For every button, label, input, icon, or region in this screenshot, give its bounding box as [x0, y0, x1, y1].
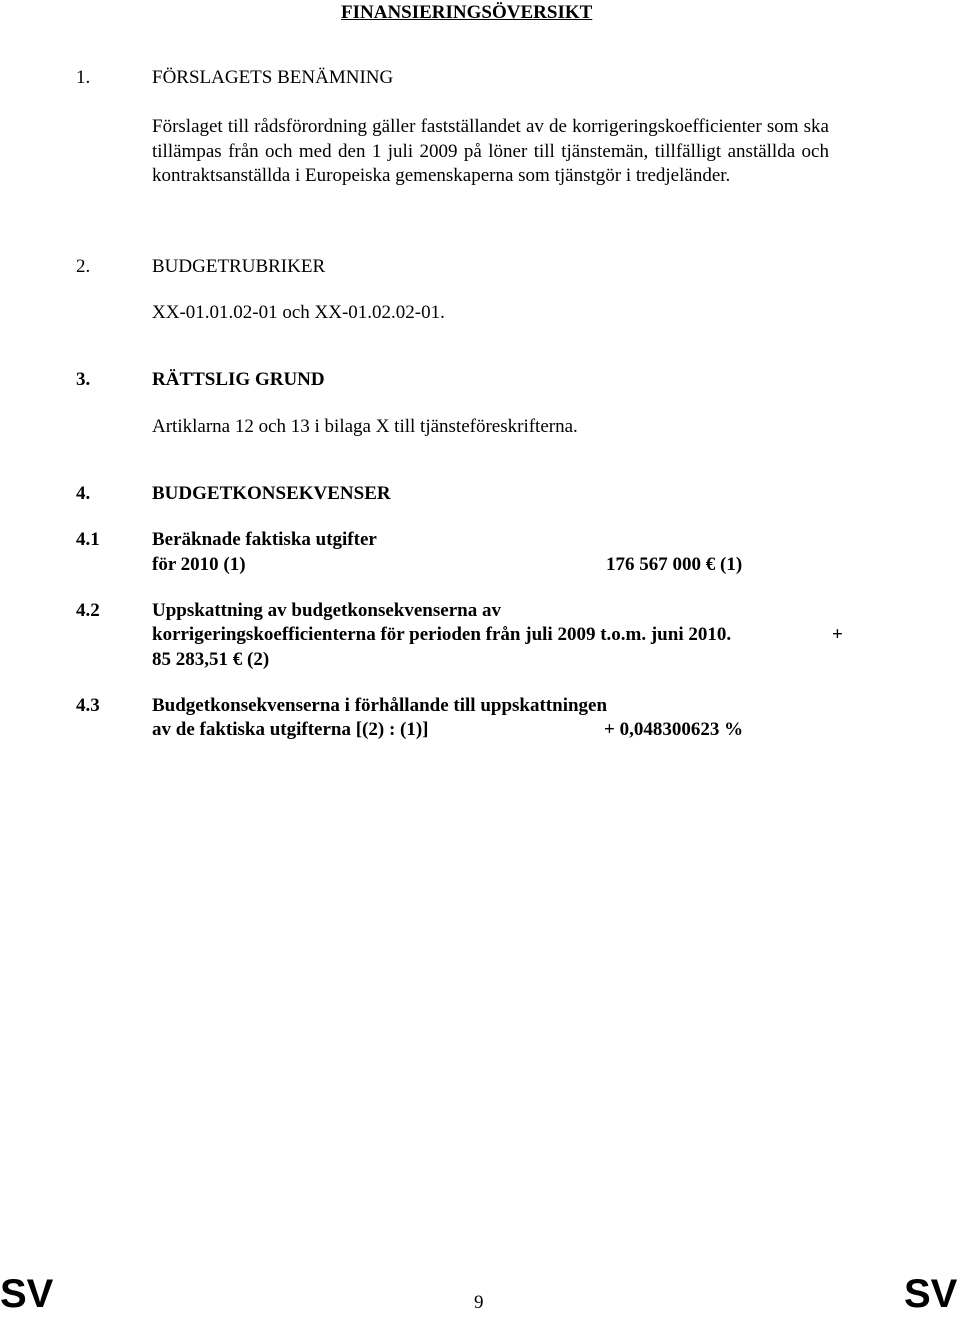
section-3-number: 3. — [76, 369, 91, 390]
subsection-4-2-line1: Uppskattning av budgetkonsekvenserna av — [152, 600, 501, 621]
section-2-heading: BUDGETRUBRIKER — [152, 256, 326, 277]
section-4-heading: BUDGETKONSEKVENSER — [152, 483, 391, 504]
section-1-number: 1. — [76, 67, 91, 88]
subsection-4-3-value: + 0,048300623 % — [604, 719, 744, 740]
subsection-4-1-line2: för 2010 (1) — [152, 554, 246, 575]
subsection-4-1-number: 4.1 — [76, 529, 100, 550]
section-3-body: Artiklarna 12 och 13 i bilaga X till tjänsteföreskrifterna. — [152, 416, 578, 437]
subsection-4-1-value: 176 567 000 € (1) — [606, 554, 743, 575]
page-number: 9 — [474, 1292, 484, 1313]
subsection-4-3-number: 4.3 — [76, 695, 100, 716]
subsection-4-2-value: 85 283,51 € (2) — [152, 649, 270, 670]
subsection-4-2-number: 4.2 — [76, 600, 100, 621]
section-3-heading: RÄTTSLIG GRUND — [152, 369, 325, 390]
subsection-4-3-line1: Budgetkonsekvenserna i förhållande till uppskattningen — [152, 695, 608, 716]
document-title: FINANSIERINGSÖVERSIKT — [341, 2, 593, 23]
section-2-number: 2. — [76, 256, 91, 277]
subsection-4-2-line2: korrigeringskoefficienterna för perioden från juli 2009 t.o.m. juni 2010. — [152, 624, 732, 645]
section-1-body: Förslaget till rådsförordning gäller fastställandet av de korrigeringskoefficienter som ska tillämpas från och med den 1 juli 2009 på löner till tjänstemän, tillfälligt anställda och kontraktsanställda i Europeiska gemenskaperna som tjänstgör i tredjeländer. — [152, 116, 829, 186]
subsection-4-1-line1: Beräknade faktiska utgifter — [152, 529, 377, 550]
footer-language-right: SV — [904, 1272, 958, 1316]
subsection-4-2-plus: + — [832, 624, 843, 645]
section-1-heading: FÖRSLAGETS BENÄMNING — [152, 67, 394, 88]
footer-language-left: SV — [0, 1272, 54, 1316]
subsection-4-3-line2: av de faktiska utgifterna [(2) : (1)] — [152, 719, 429, 740]
section-2-body: XX-01.01.02-01 och XX-01.02.02-01. — [152, 302, 445, 323]
section-4-number: 4. — [76, 483, 91, 504]
